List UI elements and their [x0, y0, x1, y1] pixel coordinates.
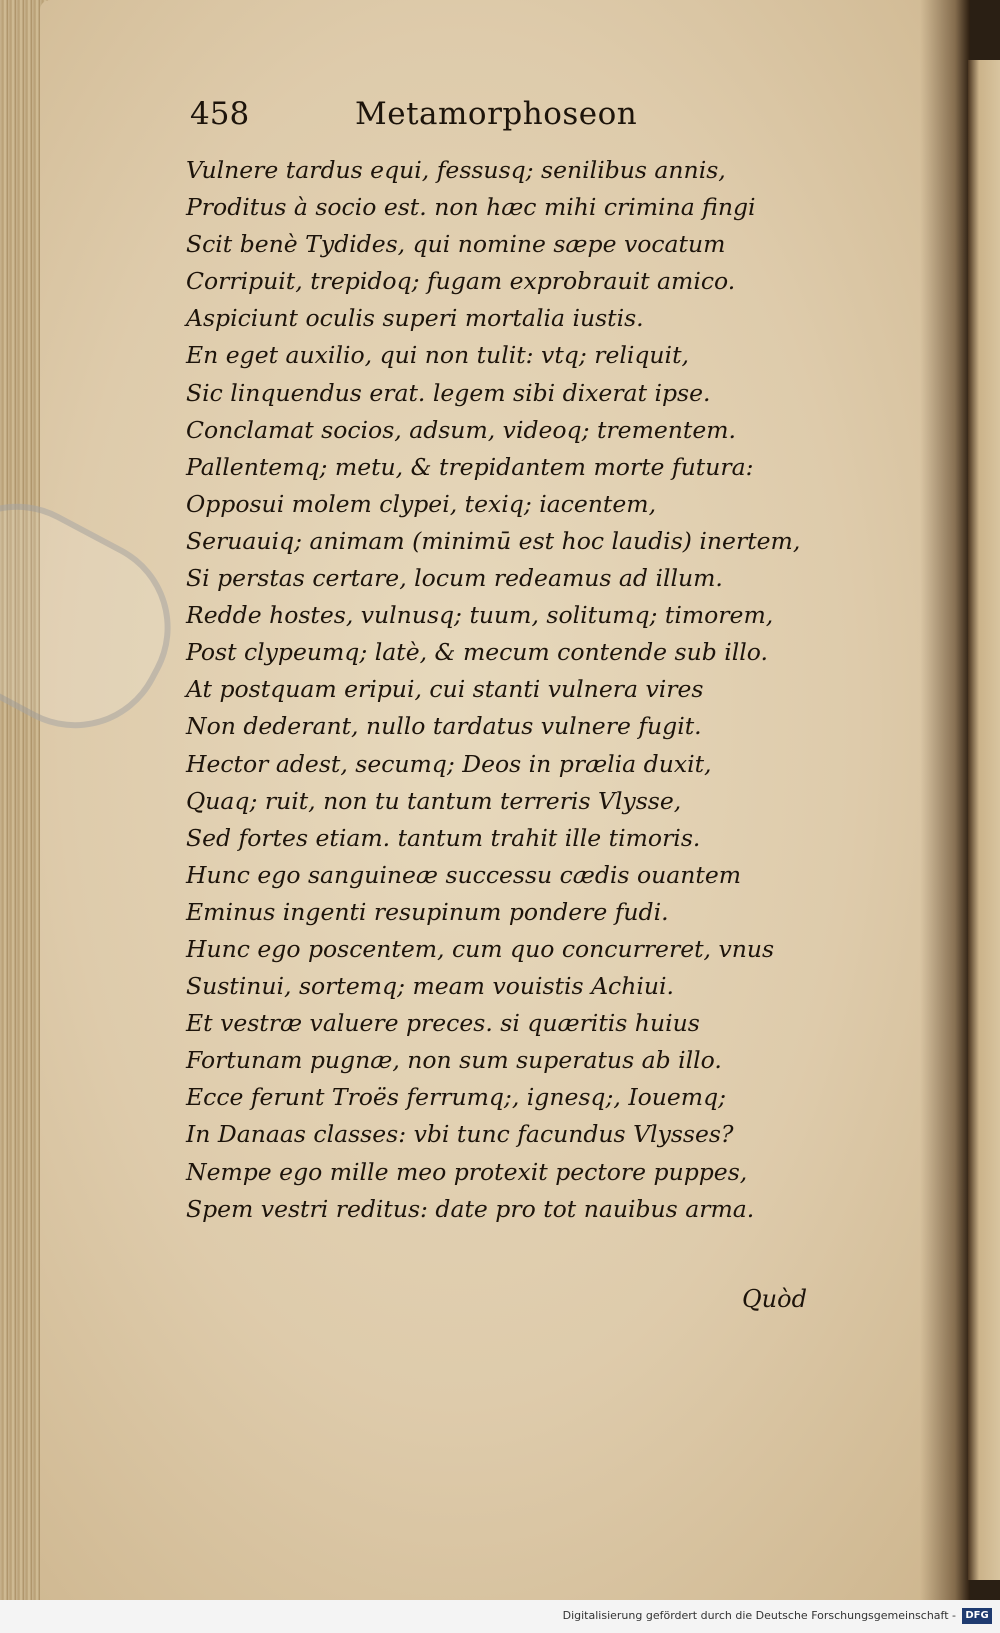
- verse-line: En eget auxilio, qui non tulit: vtq; reliquit,: [186, 341, 689, 370]
- verse-line: Corripuit, trepidoq; fugam exprobrauit amico.: [186, 267, 736, 296]
- verse-line: Sed fortes etiam. tantum trahit ille timoris.: [186, 823, 701, 852]
- funding-credit: Digitalisierung gefördert durch die Deutsche Forschungsgemeinschaft -: [562, 1609, 956, 1622]
- verse-line: Fortunam pugnæ, non sum superatus ab illo.: [186, 1046, 722, 1075]
- verse-line: Opposui molem clypei, texiq; iacentem,: [186, 489, 657, 518]
- verse-line: Sic linquendus erat. legem sibi dixerat ipse.: [186, 378, 711, 407]
- verse-line: Nempe ego mille meo protexit pectore puppes,: [186, 1157, 748, 1186]
- verse-line: Sustinui, sortemq; meam vouistis Achiui.: [186, 972, 674, 1001]
- verse-line: Et vestræ valuere preces. si quæritis huius: [186, 1009, 700, 1038]
- verse-line: Eminus ingenti resupinum pondere fudi.: [186, 897, 669, 926]
- verse-line: Spem vestri reditus: date pro tot nauibus arma.: [186, 1194, 755, 1223]
- digitization-footer: [0, 1600, 1000, 1633]
- facing-page-edge: [968, 60, 1000, 1580]
- dfg-logo: DFG: [962, 1608, 992, 1624]
- page-number: 458: [190, 96, 250, 132]
- verse-line: Seruauiq; animam (minimū est hoc laudis) inertem,: [186, 526, 801, 555]
- verse-line: Scit benè Tydides, qui nomine sæpe vocatum: [186, 230, 726, 259]
- verse-line: Conclamat socios, adsum, videoq; trementem.: [186, 415, 737, 444]
- verse-line: Ecce ferunt Troës ferrumq;, ignesq;, Iouemq;: [186, 1083, 727, 1112]
- book-gutter: [920, 0, 970, 1600]
- verse-line: Hector adest, secumq; Deos in prælia duxit,: [186, 749, 712, 778]
- verse-line: Si perstas certare, locum redeamus ad illum.: [186, 564, 723, 593]
- verse-line: At postquam eripui, cui stanti vulnera vires: [186, 675, 704, 704]
- verse-line: Proditus à socio est. non hæc mihi crimina fingi: [186, 193, 756, 222]
- verse-line: In Danaas classes: vbi tunc facundus Vlysses?: [186, 1120, 734, 1149]
- verse-text: [186, 152, 926, 1228]
- verse-line: Aspiciunt oculis superi mortalia iustis.: [186, 304, 644, 333]
- verse-line: Hunc ego sanguineæ successu cædis ouantem: [186, 860, 742, 889]
- verse-line: Pallentemq; metu, & trepidantem morte futura:: [186, 452, 754, 481]
- catchword: Quòd: [742, 1285, 807, 1313]
- verse-line: Vulnere tardus equi, fessusq; senilibus annis,: [186, 156, 726, 184]
- verse-line: Post clypeumq; latè, & mecum contende sub illo.: [186, 638, 768, 667]
- verse-line: Hunc ego poscentem, cum quo concurreret, vnus: [186, 934, 775, 963]
- verse-line: Quaq; ruit, non tu tantum terreris Vlysse,: [186, 786, 682, 815]
- verse-line: Redde hostes, vulnusq; tuum, solitumq; timorem,: [186, 601, 774, 630]
- running-title: Metamorphoseon: [355, 96, 638, 132]
- verse-line: Non dederant, nullo tardatus vulnere fugit.: [186, 712, 702, 741]
